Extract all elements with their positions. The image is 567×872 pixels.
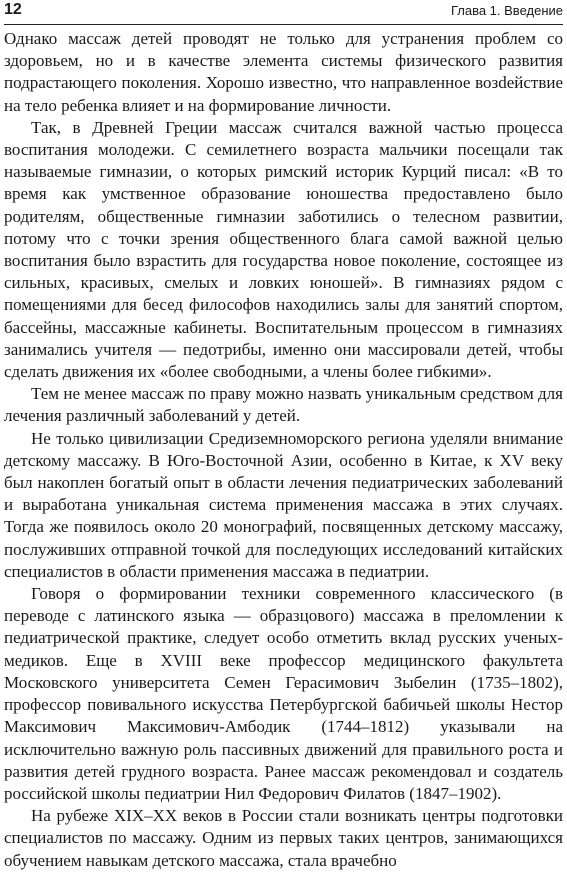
paragraph: Не только цивилизации Средиземноморского региона уделяли внимание детскому массажу. В Юго-Восточной Азии, особенно в Китае, к XV веку был накоплен богатый опыт в области лечения педиатрических заболеваний и выработана уникальная система применения массажа в этих случаях. Тогда же появилось около 20 монографий, посвященных детскому массажу, послуживших отправной точкой для последующих исследований китайских специалистов в области применения массажа в педиатрии. (4, 428, 563, 581)
paragraph: На рубеже XIX–XX веков в России стали возникать центры подготовки специалистов по массажу. Одним из первых таких центров, занимающихся обучением навыкам детского массажа, стала врачебно (4, 806, 563, 870)
paragraph: Тем не менее массаж по праву можно назвать уникальным средством для лечения различный заболеваний у детей. (4, 384, 563, 426)
paragraph: Говоря о формировании техники современного классического (в переводе с латинского языка — образцового) массажа в преломлении к педиатрической практике, следует особо отметить вклад русских ученых-медиков. Еще в XVIII веке профессор медицинского факультета Московского университета Семен Герасимович Зыбелин (1735–1802), профессор повивального искусства Петербургской бабичьей школы Нестор Максимович Максимович-Амбодик (1744–1812) указывали на исключительно важную роль пассивных движений для правильного роста и развития детей грудного возраста. Ранее массаж рекомендовал и создатель российской школы педиатрии Нил Федорович Филатов (1847–1902). (4, 584, 563, 803)
page-number: 12 (4, 1, 22, 18)
page-header (4, 0, 563, 25)
paragraph: Однако массаж детей проводят не только для устранения проблем со здоровьем, но и в качестве элемента системы физического развития подрастающего поколения. Хорошо известно, что направленное возdействие на тело ребенка влияет и на формирование личности. (4, 29, 563, 115)
body-text (4, 28, 563, 872)
paragraph: Так, в Древней Греции массаж считался важной частью процесса воспитания молодежи. С семилетнего возраста мальчики посещали так называемые гимназии, о которых римский историк Курций писал: «В то время как умственное образование юношества предоставлено было родителям, общественные гимназии заботились о телесном развитии, потому что с точки зрения общественного блага самой важной целью воспитания было взрастить для государства новое поколение, состоящее из сильных, красивых, смелых и ловких юношей». В гимназиях рядом с помещениями для бесед философов находились залы для занятий спортом, бассейны, массажные кабинеты. Воспитательным процессом в гимназиях занимались учителя — педотрибы, именно они массировали детей, чтобы сделать движения их «более свободными, а члены более гибкими». (4, 117, 563, 382)
running-head: Глава 1. Введение (450, 3, 563, 18)
